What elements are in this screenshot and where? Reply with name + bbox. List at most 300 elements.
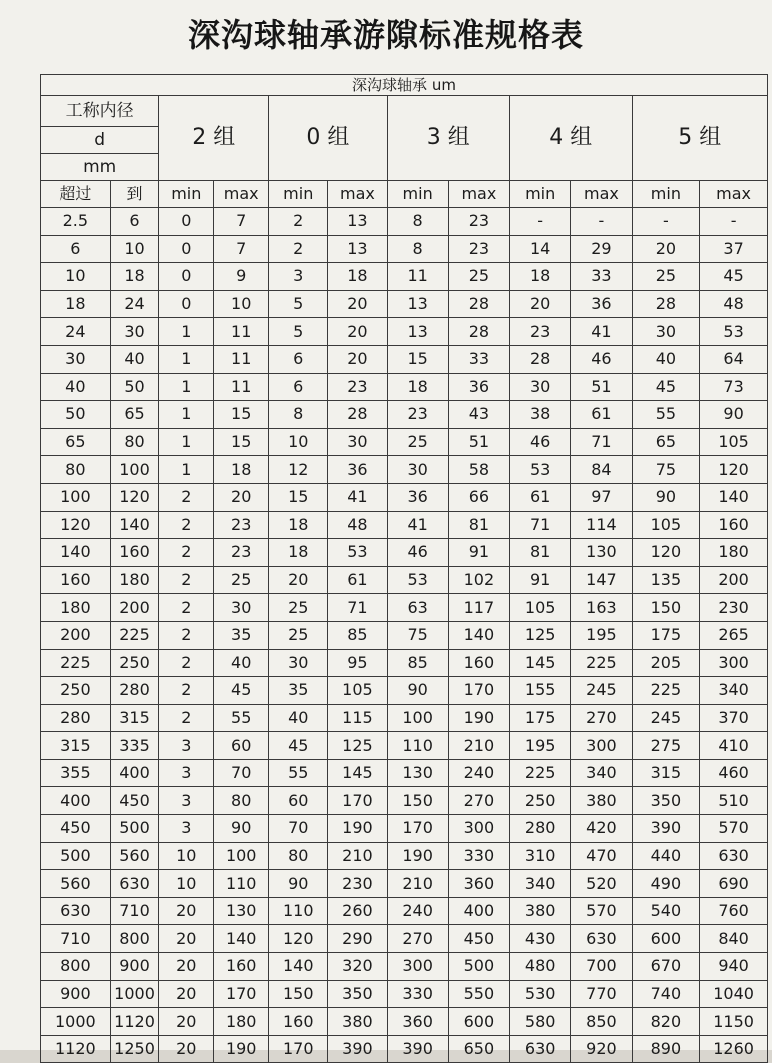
table-row (41, 401, 768, 429)
col-header-over: 超过 (41, 181, 111, 208)
table-cell: 75 (387, 621, 448, 649)
table-cell: 114 (571, 511, 632, 539)
table-cell: 75 (632, 456, 700, 484)
table-row (41, 897, 768, 925)
table-cell: 64 (700, 345, 768, 373)
table-cell: - (632, 208, 700, 236)
table-cell: 450 (448, 925, 509, 953)
table-cell: 120 (632, 539, 700, 567)
table-cell: 80 (41, 456, 111, 484)
table-cell: 410 (700, 732, 768, 760)
table-cell: 335 (110, 732, 159, 760)
table-cell: 190 (214, 1035, 269, 1063)
table-cell: 340 (571, 759, 632, 787)
table-cell: 1 (159, 401, 214, 429)
table-cell: 7 (214, 235, 269, 263)
table-cell: 850 (571, 1008, 632, 1036)
table-cell: 35 (214, 621, 269, 649)
table-cell: 420 (571, 815, 632, 843)
table-cell: 155 (510, 677, 571, 705)
table-cell: 46 (571, 345, 632, 373)
table-cell: 200 (110, 594, 159, 622)
table-cell: 0 (159, 263, 214, 291)
table-cell: 400 (110, 759, 159, 787)
table-cell: 58 (448, 456, 509, 484)
table-cell: 740 (632, 980, 700, 1008)
table-cell: 71 (328, 594, 387, 622)
table-row (41, 925, 768, 953)
table-cell: 91 (448, 539, 509, 567)
table-cell: 190 (387, 842, 448, 870)
table-cell: 240 (387, 897, 448, 925)
table-cell: 550 (448, 980, 509, 1008)
col-header-min: min (632, 181, 700, 208)
table-cell: 560 (110, 842, 159, 870)
table-cell: 390 (632, 815, 700, 843)
table-cell: 29 (571, 235, 632, 263)
table-cell: 120 (41, 511, 111, 539)
table-cell: 570 (700, 815, 768, 843)
table-cell: 5 (269, 318, 328, 346)
table-row (41, 980, 768, 1008)
table-cell: 61 (571, 401, 632, 429)
table-row (41, 428, 768, 456)
table-row (41, 235, 768, 263)
document-title: 深沟球轴承游隙标准规格表 (187, 16, 584, 54)
table-cell: 7 (214, 208, 269, 236)
table-cell: 180 (214, 1008, 269, 1036)
table-cell: 0 (159, 235, 214, 263)
table-cell: 5 (269, 290, 328, 318)
table-cell: 2 (159, 649, 214, 677)
table-cell: 3 (159, 787, 214, 815)
table-cell: 440 (632, 842, 700, 870)
table-cell: 2 (159, 539, 214, 567)
table-cell: 63 (387, 594, 448, 622)
group-header-4: 4 组 (510, 96, 633, 181)
table-cell: 630 (700, 842, 768, 870)
table-cell: 35 (269, 677, 328, 705)
table-cell: 190 (448, 704, 509, 732)
table-cell: 160 (41, 566, 111, 594)
table-cell: 66 (448, 483, 509, 511)
table-cell: 81 (510, 539, 571, 567)
table-cell: 20 (159, 1035, 214, 1063)
table-cell: 315 (110, 704, 159, 732)
table-cell: 140 (448, 621, 509, 649)
table-cell: 10 (110, 235, 159, 263)
table-cell: 23 (387, 401, 448, 429)
table-cell: 150 (632, 594, 700, 622)
table-cell: 380 (328, 1008, 387, 1036)
table-cell: 2 (159, 621, 214, 649)
table-cell: 270 (571, 704, 632, 732)
table-cell: 320 (328, 953, 387, 981)
table-cell: 15 (214, 401, 269, 429)
table-cell: 6 (110, 208, 159, 236)
table-cell: 225 (41, 649, 111, 677)
table-cell: 30 (387, 456, 448, 484)
table-cell: 45 (269, 732, 328, 760)
table-cell: - (571, 208, 632, 236)
table-cell: 160 (269, 1008, 328, 1036)
table-cell: 920 (571, 1035, 632, 1063)
table-cell: 84 (571, 456, 632, 484)
table-cell: 30 (214, 594, 269, 622)
table-cell: 380 (510, 897, 571, 925)
table-cell: 890 (632, 1035, 700, 1063)
table-cell: 340 (510, 870, 571, 898)
table-cell: 2 (269, 208, 328, 236)
table-cell: 160 (448, 649, 509, 677)
table-cell: 85 (328, 621, 387, 649)
table-cell: 48 (700, 290, 768, 318)
table-cell: 40 (41, 373, 111, 401)
table-cell: 180 (700, 539, 768, 567)
table-cell: 97 (571, 483, 632, 511)
table-cell: 430 (510, 925, 571, 953)
col-header-min: min (159, 181, 214, 208)
table-cell: 170 (214, 980, 269, 1008)
table-cell: 275 (632, 732, 700, 760)
table-cell: 770 (571, 980, 632, 1008)
table-cell: 355 (41, 759, 111, 787)
table-cell: 20 (328, 345, 387, 373)
table-cell: 400 (448, 897, 509, 925)
table-cell: 300 (448, 815, 509, 843)
table-cell: 105 (632, 511, 700, 539)
table-cell: 490 (632, 870, 700, 898)
table-cell: 23 (448, 208, 509, 236)
group-header-5: 5 组 (632, 96, 767, 181)
table-cell: 10 (214, 290, 269, 318)
table-cell: 225 (571, 649, 632, 677)
table-cell: 100 (387, 704, 448, 732)
table-cell: 2 (159, 511, 214, 539)
table-cell: 65 (110, 401, 159, 429)
table-cell: 140 (110, 511, 159, 539)
table-cell: 33 (571, 263, 632, 291)
table-cell: 900 (110, 953, 159, 981)
table-cell: 3 (159, 759, 214, 787)
table-cell: 160 (214, 953, 269, 981)
table-cell: 8 (387, 208, 448, 236)
table-cell: 30 (632, 318, 700, 346)
table-cell: 250 (110, 649, 159, 677)
table-cell: 28 (448, 318, 509, 346)
table-cell: 1 (159, 318, 214, 346)
table-cell: 315 (41, 732, 111, 760)
table-cell: 125 (328, 732, 387, 760)
table-cell: 147 (571, 566, 632, 594)
table-cell: 560 (41, 870, 111, 898)
table-cell: 140 (214, 925, 269, 953)
table-cell: 18 (110, 263, 159, 291)
table-cell: 400 (41, 787, 111, 815)
table-row (41, 1008, 768, 1036)
table-cell: 350 (632, 787, 700, 815)
col-header-max: max (571, 181, 632, 208)
table-cell: 140 (41, 539, 111, 567)
table-cell: 530 (510, 980, 571, 1008)
table-cell: 630 (110, 870, 159, 898)
table-cell: 280 (41, 704, 111, 732)
table-row (41, 373, 768, 401)
table-cell: 145 (510, 649, 571, 677)
table-cell: 460 (700, 759, 768, 787)
table-cell: 11 (214, 345, 269, 373)
table-cell: 95 (328, 649, 387, 677)
table-cell: 40 (110, 345, 159, 373)
table-cell: 20 (214, 483, 269, 511)
table-row (41, 815, 768, 843)
table-cell: 360 (387, 1008, 448, 1036)
table-row (41, 263, 768, 291)
table-cell: 23 (214, 511, 269, 539)
col-header-max: max (700, 181, 768, 208)
table-cell: 1 (159, 373, 214, 401)
table-cell: 9 (214, 263, 269, 291)
table-cell: 110 (269, 897, 328, 925)
table-cell: 120 (269, 925, 328, 953)
table-cell: 390 (387, 1035, 448, 1063)
table-cell: 390 (328, 1035, 387, 1063)
table-row (41, 621, 768, 649)
table-cell: 540 (632, 897, 700, 925)
table-cell: 11 (214, 318, 269, 346)
table-cell: 900 (41, 980, 111, 1008)
table-cell: 46 (387, 539, 448, 567)
table-cell: 230 (700, 594, 768, 622)
table-cell: 280 (510, 815, 571, 843)
table-cell: 450 (41, 815, 111, 843)
table-cell: 120 (700, 456, 768, 484)
table-cell: 105 (328, 677, 387, 705)
table-cell: 61 (328, 566, 387, 594)
table-row (41, 483, 768, 511)
table-cell: 73 (700, 373, 768, 401)
col-header-to: 到 (110, 181, 159, 208)
table-cell: 200 (41, 621, 111, 649)
table-cell: 18 (328, 263, 387, 291)
table-cell: 690 (700, 870, 768, 898)
table-cell: 18 (387, 373, 448, 401)
table-cell: 70 (269, 815, 328, 843)
table-cell: 18 (269, 511, 328, 539)
table-cell: 28 (448, 290, 509, 318)
table-cell: 30 (110, 318, 159, 346)
table-cell: 10 (41, 263, 111, 291)
table-cell: 25 (214, 566, 269, 594)
table-cell: 40 (269, 704, 328, 732)
table-cell: 110 (214, 870, 269, 898)
table-cell: 245 (571, 677, 632, 705)
group-header-3: 3 组 (387, 96, 510, 181)
table-cell: 300 (700, 649, 768, 677)
table-cell: 28 (632, 290, 700, 318)
table-cell: 205 (632, 649, 700, 677)
table-cell: 0 (159, 290, 214, 318)
table-cell: 25 (269, 621, 328, 649)
table-cell: 20 (159, 980, 214, 1008)
table-cell: 170 (269, 1035, 328, 1063)
table-cell: 150 (269, 980, 328, 1008)
table-cell: 300 (387, 953, 448, 981)
table-cell: 60 (214, 732, 269, 760)
table-cell: 45 (700, 263, 768, 291)
table-cell: 450 (110, 787, 159, 815)
table-row (41, 345, 768, 373)
table-cell: 200 (700, 566, 768, 594)
table-cell: 102 (448, 566, 509, 594)
table-cell: 800 (110, 925, 159, 953)
table-cell: 180 (110, 566, 159, 594)
table-cell: 40 (214, 649, 269, 677)
table-cell: 50 (110, 373, 159, 401)
table-cell: 20 (159, 897, 214, 925)
table-cell: 130 (387, 759, 448, 787)
table-row (41, 704, 768, 732)
table-cell: 53 (700, 318, 768, 346)
table-cell: 11 (387, 263, 448, 291)
table-cell: 380 (571, 787, 632, 815)
table-cell: 90 (214, 815, 269, 843)
group-header-0: 0 组 (269, 96, 387, 181)
table-cell: 10 (269, 428, 328, 456)
table-cell: 45 (214, 677, 269, 705)
col-header-max: max (214, 181, 269, 208)
table-cell: 0 (159, 208, 214, 236)
col-header-max: max (328, 181, 387, 208)
table-cell: 8 (269, 401, 328, 429)
table-cell: 23 (510, 318, 571, 346)
table-cell: - (510, 208, 571, 236)
table-cell: 100 (214, 842, 269, 870)
table-cell: 15 (387, 345, 448, 373)
table-cell: 250 (41, 677, 111, 705)
table-row (41, 953, 768, 981)
table-cell: 23 (448, 235, 509, 263)
table-cell: 80 (110, 428, 159, 456)
table-cell: 20 (328, 318, 387, 346)
table-cell: 315 (632, 759, 700, 787)
table-cell: 1 (159, 428, 214, 456)
table-cell: 10 (159, 870, 214, 898)
table-cell: 2 (269, 235, 328, 263)
table-cell: 23 (214, 539, 269, 567)
table-cell: 50 (41, 401, 111, 429)
table-cell: 20 (159, 1008, 214, 1036)
table-cell: 46 (510, 428, 571, 456)
table-cell: 1120 (41, 1035, 111, 1063)
table-cell: 90 (632, 483, 700, 511)
table-cell: - (700, 208, 768, 236)
clearance-table (40, 74, 768, 1063)
table-cell: 71 (510, 511, 571, 539)
table-cell: 70 (214, 759, 269, 787)
table-cell: 150 (387, 787, 448, 815)
table-cell: 340 (700, 677, 768, 705)
table-cell: 480 (510, 953, 571, 981)
table-caption: 深沟球轴承 um (41, 75, 768, 96)
table-cell: 18 (41, 290, 111, 318)
table-cell: 1000 (41, 1008, 111, 1036)
table-cell: 51 (448, 428, 509, 456)
table-cell: 840 (700, 925, 768, 953)
table-cell: 25 (448, 263, 509, 291)
table-cell: 6 (41, 235, 111, 263)
table-cell: 210 (387, 870, 448, 898)
table-cell: 36 (328, 456, 387, 484)
table-cell: 20 (159, 925, 214, 953)
table-cell: 1260 (700, 1035, 768, 1063)
table-cell: 230 (328, 870, 387, 898)
table-cell: 225 (632, 677, 700, 705)
table-cell: 500 (448, 953, 509, 981)
table-cell: 65 (632, 428, 700, 456)
table-row (41, 566, 768, 594)
table-row (41, 759, 768, 787)
table-cell: 51 (571, 373, 632, 401)
table-cell: 180 (41, 594, 111, 622)
table-row (41, 511, 768, 539)
table-cell: 25 (387, 428, 448, 456)
table-cell: 38 (510, 401, 571, 429)
table-cell: 60 (269, 787, 328, 815)
table-cell: 25 (632, 263, 700, 291)
table-cell: 1040 (700, 980, 768, 1008)
table-cell: 170 (328, 787, 387, 815)
table-cell: 195 (571, 621, 632, 649)
table-cell: 360 (448, 870, 509, 898)
table-cell: 260 (328, 897, 387, 925)
table-cell: 710 (110, 897, 159, 925)
table-row (41, 787, 768, 815)
table-cell: 225 (510, 759, 571, 787)
table-cell: 20 (510, 290, 571, 318)
table-cell: 13 (387, 290, 448, 318)
col-header-min: min (387, 181, 448, 208)
table-cell: 10 (159, 842, 214, 870)
table-cell: 15 (269, 483, 328, 511)
table-cell: 2.5 (41, 208, 111, 236)
table-cell: 710 (41, 925, 111, 953)
table-cell: 15 (214, 428, 269, 456)
table-cell: 140 (700, 483, 768, 511)
table-cell: 28 (510, 345, 571, 373)
table-cell: 290 (328, 925, 387, 953)
table-cell: 13 (387, 318, 448, 346)
table-cell: 520 (571, 870, 632, 898)
table-cell: 36 (387, 483, 448, 511)
table-cell: 130 (214, 897, 269, 925)
table-cell: 265 (700, 621, 768, 649)
table-cell: 14 (510, 235, 571, 263)
table-cell: 170 (387, 815, 448, 843)
table-cell: 13 (328, 208, 387, 236)
table-row (41, 456, 768, 484)
table-cell: 1 (159, 345, 214, 373)
table-cell: 370 (700, 704, 768, 732)
table-cell: 81 (448, 511, 509, 539)
table-cell: 2 (159, 566, 214, 594)
table-cell: 940 (700, 953, 768, 981)
table-cell: 18 (510, 263, 571, 291)
table-cell: 55 (632, 401, 700, 429)
table-cell: 120 (110, 483, 159, 511)
table-cell: 600 (448, 1008, 509, 1036)
table-cell: 33 (448, 345, 509, 373)
